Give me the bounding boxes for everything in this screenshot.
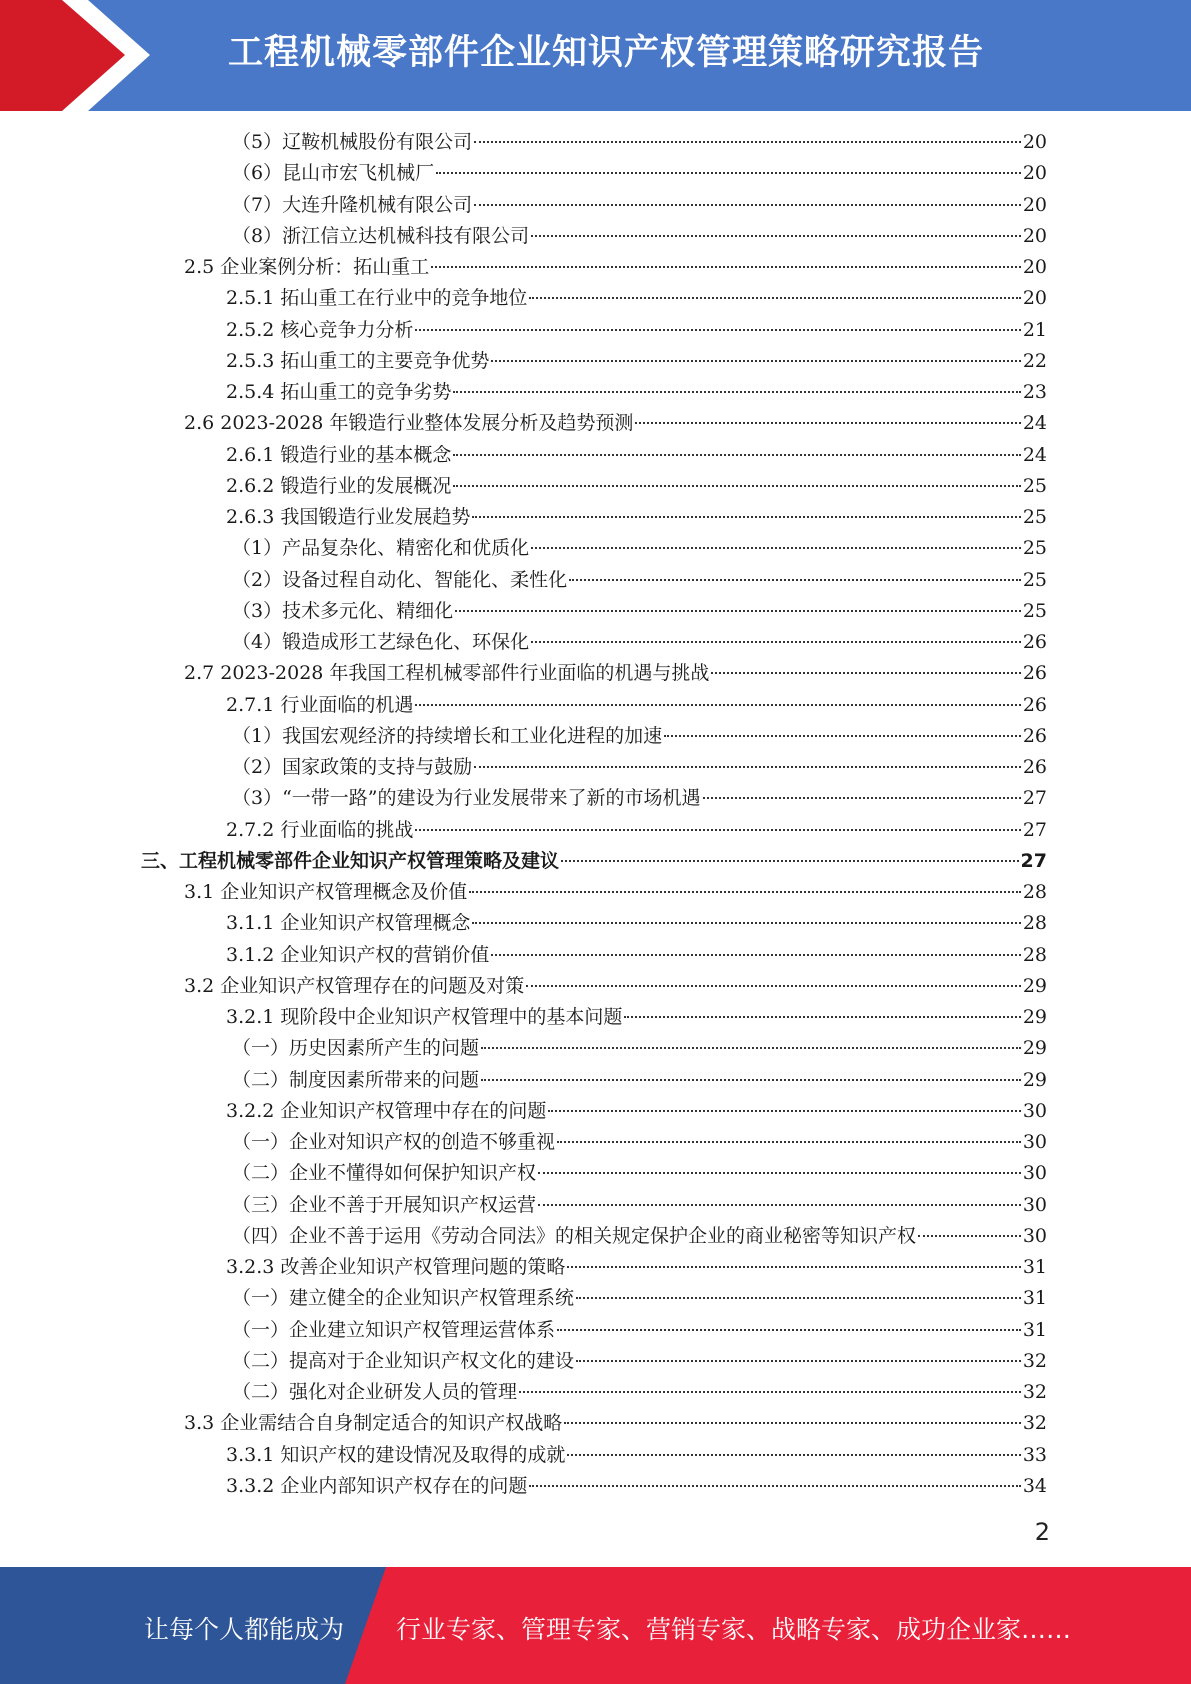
footer-slogan-right: 行业专家、管理专家、营销专家、战略专家、成功企业家…… bbox=[396, 1615, 1072, 1644]
toc-leader-dots bbox=[664, 734, 1021, 737]
toc-entry-title: （一）建立健全的企业知识产权管理系统 bbox=[232, 1287, 575, 1310]
toc-leader-dots bbox=[711, 671, 1020, 674]
toc-entry-page: 27 bbox=[1022, 818, 1047, 841]
toc-entry-title: 3.3.1 知识产权的建设情况及取得的成就 bbox=[226, 1443, 566, 1466]
toc-entry-title: （4）锻造成形工艺绿色化、环保化 bbox=[232, 631, 530, 653]
toc-leader-dots bbox=[557, 1140, 1021, 1143]
toc-leader-dots bbox=[491, 359, 1020, 362]
toc-entry-title: （3）“一带一路”的建设为行业发展带来了新的市场机遇 bbox=[232, 787, 701, 810]
toc-entry-title: （7）大连升隆机械有限公司 bbox=[232, 193, 473, 216]
toc-leader-dots bbox=[529, 1484, 1020, 1487]
toc-entry[interactable] bbox=[232, 1190, 1047, 1221]
toc-entry-page: 26 bbox=[1022, 693, 1047, 716]
toc-leader-dots bbox=[529, 296, 1020, 299]
toc-entry-title: （2）国家政策的支持与鼓励 bbox=[232, 756, 473, 778]
toc-entry[interactable] bbox=[226, 940, 1047, 971]
toc-leader-dots bbox=[526, 984, 1021, 987]
toc-entry-page: 22 bbox=[1022, 349, 1047, 372]
toc-entry-page: 26 bbox=[1022, 756, 1047, 778]
toc-leader-dots bbox=[474, 765, 1021, 768]
toc-entry-page: 27 bbox=[1020, 849, 1047, 872]
page-number: 2 bbox=[1034, 1518, 1050, 1546]
toc-entry[interactable] bbox=[226, 1471, 1047, 1502]
header-arrow-decoration bbox=[0, 0, 160, 111]
toc-entry[interactable] bbox=[232, 221, 1047, 252]
toc-entry-title: （1）我国宏观经济的持续增长和工业化进程的加速 bbox=[232, 724, 663, 747]
toc-entry-page: 32 bbox=[1022, 1349, 1047, 1372]
toc-entry-title: 3.2.1 现阶段中企业知识产权管理中的基本问题 bbox=[226, 1006, 623, 1028]
toc-entry[interactable] bbox=[184, 658, 1047, 689]
toc-leader-dots bbox=[703, 796, 1021, 799]
toc-leader-dots bbox=[567, 1265, 1020, 1268]
footer-slogan-left: 让每个人都能成为 bbox=[144, 1615, 345, 1644]
toc-entry-page: 27 bbox=[1022, 787, 1047, 810]
toc-leader-dots bbox=[557, 1328, 1021, 1331]
toc-leader-dots bbox=[474, 203, 1021, 206]
toc-entry[interactable] bbox=[184, 408, 1047, 439]
toc-leader-dots bbox=[531, 640, 1021, 643]
toc-entry-page: 30 bbox=[1022, 1193, 1047, 1216]
toc-entry-page: 30 bbox=[1022, 1224, 1047, 1247]
toc-entry-page: 25 bbox=[1022, 568, 1047, 591]
toc-entry-title: 2.5.1 拓山重工在行业中的竞争地位 bbox=[226, 287, 528, 310]
toc-entry-title: 2.5 企业案例分析：拓山重工 bbox=[184, 256, 430, 278]
toc-entry[interactable] bbox=[232, 1221, 1047, 1252]
toc-entry-title: 3.1 企业知识产权管理概念及价值 bbox=[184, 881, 468, 903]
toc-leader-dots bbox=[635, 421, 1020, 424]
toc-leader-dots bbox=[624, 1015, 1020, 1018]
toc-entry-title: 3.2 企业知识产权管理存在的问题及对策 bbox=[184, 974, 525, 997]
toc-leader-dots bbox=[469, 890, 1021, 893]
toc-entry[interactable] bbox=[226, 690, 1047, 721]
toc-leader-dots bbox=[519, 1390, 1021, 1393]
toc-entry[interactable] bbox=[226, 315, 1047, 346]
toc-entry[interactable] bbox=[232, 1158, 1047, 1189]
toc-entry[interactable] bbox=[232, 1033, 1047, 1064]
toc-leader-dots bbox=[561, 859, 1019, 862]
toc-entry-page: 29 bbox=[1022, 1006, 1047, 1028]
toc-entry[interactable] bbox=[226, 908, 1047, 939]
toc-entry-title: （四）企业不善于运用《劳动合同法》的相关规定保护企业的商业秘密等知识产权 bbox=[232, 1224, 917, 1247]
toc-entry-page: 24 bbox=[1022, 412, 1047, 435]
toc-entry[interactable] bbox=[232, 533, 1047, 564]
toc-entry-title: 2.6.1 锻造行业的基本概念 bbox=[226, 443, 452, 466]
toc-entry-title: （8）浙江信立达机械科技有限公司 bbox=[232, 224, 530, 247]
toc-entry-page: 23 bbox=[1022, 381, 1047, 403]
toc-leader-dots bbox=[538, 1203, 1021, 1206]
toc-leader-dots bbox=[481, 1078, 1021, 1081]
toc-leader-dots bbox=[472, 515, 1020, 518]
toc-entry[interactable] bbox=[232, 127, 1047, 158]
toc-entry[interactable] bbox=[226, 1252, 1047, 1283]
toc-leader-dots bbox=[436, 171, 1021, 174]
toc-entry[interactable] bbox=[232, 190, 1047, 221]
toc-entry-page: 31 bbox=[1022, 1256, 1047, 1278]
toc-leader-dots bbox=[531, 234, 1021, 237]
toc-leader-dots bbox=[564, 1421, 1021, 1424]
toc-entry-title: 2.5.3 拓山重工的主要竞争优势 bbox=[226, 349, 490, 372]
toc-entry-page: 25 bbox=[1022, 537, 1047, 560]
toc-entry-page: 26 bbox=[1022, 724, 1047, 747]
toc-entry-page: 31 bbox=[1022, 1287, 1047, 1310]
toc-entry[interactable] bbox=[184, 252, 1047, 283]
toc-entry-page: 20 bbox=[1022, 193, 1047, 216]
toc-entry[interactable] bbox=[232, 783, 1047, 814]
toc-entry-title: （二）提高对于企业知识产权文化的建设 bbox=[232, 1349, 575, 1372]
toc-entry-page: 25 bbox=[1022, 506, 1047, 528]
toc-entry-page: 25 bbox=[1022, 599, 1047, 622]
toc-entry-title: 2.7.1 行业面临的机遇 bbox=[226, 693, 414, 716]
toc-leader-dots bbox=[415, 703, 1020, 706]
toc-entry-page: 32 bbox=[1022, 1412, 1047, 1435]
toc-entry[interactable] bbox=[232, 721, 1047, 752]
toc-entry-page: 20 bbox=[1022, 131, 1047, 153]
toc-entry-title: （一）企业对知识产权的创造不够重视 bbox=[232, 1131, 556, 1153]
toc-entry-title: （3）技术多元化、精细化 bbox=[232, 599, 454, 622]
toc-entry[interactable] bbox=[232, 1283, 1047, 1314]
toc-entry-page: 26 bbox=[1022, 631, 1047, 653]
toc-entry-page: 29 bbox=[1022, 1037, 1047, 1060]
toc-entry-title: （2）设备过程自动化、智能化、柔性化 bbox=[232, 568, 568, 591]
toc-entry-page: 20 bbox=[1022, 256, 1047, 278]
toc-entry[interactable] bbox=[226, 1440, 1047, 1471]
toc-entry-title: 3.3.2 企业内部知识产权存在的问题 bbox=[226, 1474, 528, 1497]
toc-entry-page: 33 bbox=[1022, 1443, 1047, 1466]
toc-entry-page: 30 bbox=[1022, 1131, 1047, 1153]
toc-entry[interactable] bbox=[232, 752, 1047, 783]
toc-entry[interactable] bbox=[232, 627, 1047, 658]
toc-entry-page: 28 bbox=[1022, 881, 1047, 903]
toc-entry-title: （二）制度因素所带来的问题 bbox=[232, 1068, 480, 1091]
toc-leader-dots bbox=[567, 1453, 1020, 1456]
toc-leader-dots bbox=[538, 1171, 1021, 1174]
toc-entry-page: 21 bbox=[1022, 318, 1047, 341]
toc-entry-page: 28 bbox=[1022, 943, 1047, 966]
toc-leader-dots bbox=[491, 953, 1020, 956]
toc-leader-dots bbox=[453, 484, 1020, 487]
toc-leader-dots bbox=[415, 828, 1020, 831]
toc-leader-dots bbox=[455, 609, 1021, 612]
toc-entry-title: （二）强化对企业研发人员的管理 bbox=[232, 1381, 518, 1403]
toc-entry[interactable] bbox=[184, 877, 1047, 908]
toc-leader-dots bbox=[453, 453, 1020, 456]
toc-leader-dots bbox=[453, 390, 1020, 393]
toc-entry-page: 20 bbox=[1022, 162, 1047, 185]
toc-entry[interactable] bbox=[232, 565, 1047, 596]
toc-entry-page: 30 bbox=[1022, 1099, 1047, 1122]
toc-leader-dots bbox=[431, 265, 1021, 268]
toc-entry-title: 三、工程机械零部件企业知识产权管理策略及建议 bbox=[141, 849, 560, 872]
toc-entry-title: （1）产品复杂化、精密化和优质化 bbox=[232, 537, 530, 560]
toc-entry-page: 26 bbox=[1022, 662, 1047, 685]
toc-leader-dots bbox=[548, 1109, 1020, 1112]
toc-leader-dots bbox=[474, 140, 1021, 143]
toc-entry[interactable] bbox=[226, 377, 1047, 408]
toc-entry-title: （一）企业建立知识产权管理运营体系 bbox=[232, 1318, 556, 1341]
toc-leader-dots bbox=[472, 921, 1020, 924]
toc-leader-dots bbox=[415, 328, 1020, 331]
toc-entry[interactable] bbox=[232, 596, 1047, 627]
toc-entry[interactable] bbox=[232, 1377, 1047, 1408]
page-footer bbox=[0, 1567, 1191, 1684]
toc-entry[interactable] bbox=[184, 1408, 1047, 1439]
toc-entry-page: 32 bbox=[1022, 1381, 1047, 1403]
toc-leader-dots bbox=[569, 578, 1021, 581]
toc-entry-title: 2.6.2 锻造行业的发展概况 bbox=[226, 474, 452, 497]
toc-entry[interactable] bbox=[226, 471, 1047, 502]
toc-entry-page: 28 bbox=[1022, 912, 1047, 935]
toc-entry[interactable] bbox=[232, 1346, 1047, 1377]
toc-entry-title: 3.2.3 改善企业知识产权管理问题的策略 bbox=[226, 1256, 566, 1278]
toc-entry-title: （三）企业不善于开展知识产权运营 bbox=[232, 1193, 537, 1216]
toc-entry[interactable] bbox=[226, 440, 1047, 471]
toc-entry[interactable] bbox=[226, 502, 1047, 533]
toc-entry-page: 34 bbox=[1022, 1474, 1047, 1497]
toc-entry-title: （一）历史因素所产生的问题 bbox=[232, 1037, 480, 1060]
toc-entry-title: 3.3 企业需结合自身制定适合的知识产权战略 bbox=[184, 1412, 563, 1435]
toc-entry-page: 20 bbox=[1022, 287, 1047, 310]
toc-leader-dots bbox=[531, 546, 1021, 549]
toc-leader-dots bbox=[918, 1234, 1021, 1237]
toc-entry-title: 2.6.3 我国锻造行业发展趋势 bbox=[226, 506, 471, 528]
toc-entry-title: 3.1.1 企业知识产权管理概念 bbox=[226, 912, 471, 935]
toc-entry-page: 29 bbox=[1022, 974, 1047, 997]
toc-leader-dots bbox=[576, 1359, 1021, 1362]
toc-entry[interactable] bbox=[226, 1002, 1047, 1033]
toc-entry-title: 2.5.2 核心竞争力分析 bbox=[226, 318, 414, 341]
toc-entry[interactable] bbox=[141, 846, 1047, 877]
toc-entry-title: 2.7 2023-2028 年我国工程机械零部件行业面临的机遇与挑战 bbox=[184, 662, 710, 685]
toc-entry-page: 30 bbox=[1022, 1162, 1047, 1185]
toc-entry-title: （6）昆山市宏飞机械厂 bbox=[232, 162, 435, 185]
page-header bbox=[0, 0, 1191, 111]
toc-entry-page: 24 bbox=[1022, 443, 1047, 466]
toc-entry-title: 2.7.2 行业面临的挑战 bbox=[226, 818, 414, 841]
toc-leader-dots bbox=[576, 1296, 1021, 1299]
toc-entry[interactable] bbox=[226, 1096, 1047, 1127]
toc-entry[interactable] bbox=[226, 346, 1047, 377]
toc-entry-title: 2.6 2023-2028 年锻造行业整体发展分析及趋势预测 bbox=[184, 412, 634, 435]
toc-entry-title: 2.5.4 拓山重工的竞争劣势 bbox=[226, 381, 452, 403]
toc-entry[interactable] bbox=[226, 283, 1047, 314]
toc-entry[interactable] bbox=[232, 1065, 1047, 1096]
toc-entry[interactable] bbox=[232, 158, 1047, 189]
toc-entry[interactable] bbox=[232, 1315, 1047, 1346]
toc-entry-page: 20 bbox=[1022, 224, 1047, 247]
toc-entry[interactable] bbox=[232, 1127, 1047, 1158]
toc-entry-title: （二）企业不懂得如何保护知识产权 bbox=[232, 1162, 537, 1185]
toc-entry-title: （5）辽鞍机械股份有限公司 bbox=[232, 131, 473, 153]
toc-entry-page: 31 bbox=[1022, 1318, 1047, 1341]
toc-entry[interactable] bbox=[226, 815, 1047, 846]
toc-entry-page: 25 bbox=[1022, 474, 1047, 497]
report-title: 工程机械零部件企业知识产权管理策略研究报告 bbox=[228, 33, 985, 73]
toc-entry-page: 29 bbox=[1022, 1068, 1047, 1091]
toc-leader-dots bbox=[481, 1046, 1021, 1049]
toc-entry-title: 3.1.2 企业知识产权的营销价值 bbox=[226, 943, 490, 966]
toc-entry-title: 3.2.2 企业知识产权管理中存在的问题 bbox=[226, 1099, 547, 1122]
toc-entry[interactable] bbox=[184, 971, 1047, 1002]
